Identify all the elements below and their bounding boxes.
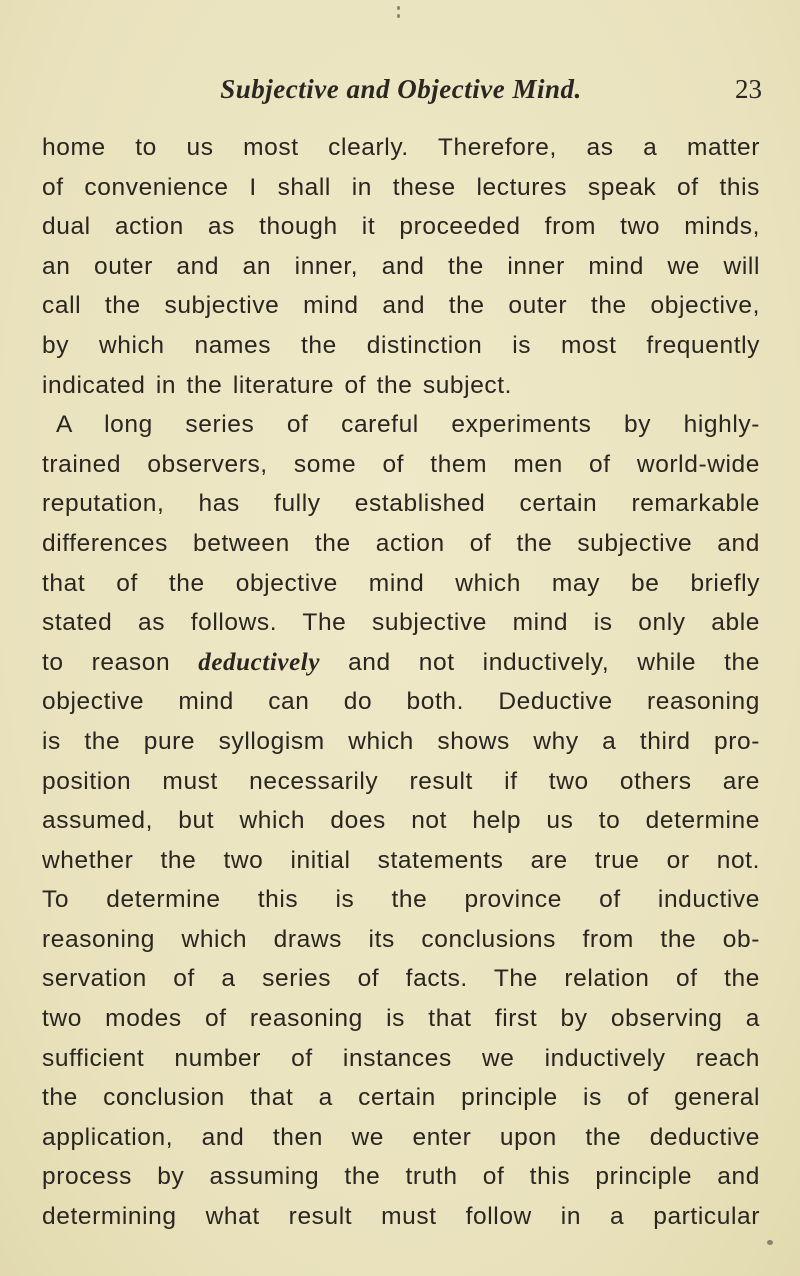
emphasized-word: deductively	[198, 648, 321, 676]
text-line: process by assuming the truth of this principle and	[42, 1163, 760, 1191]
text-line: dual action as though it proceeded from two minds,	[42, 213, 760, 241]
text-line: reasoning which draws its conclusions from the ob-	[42, 925, 760, 953]
text-line: assumed, but which does not help us to determine	[42, 807, 760, 835]
text-line: indicated in the literature of the subject.	[42, 371, 513, 399]
running-head	[40, 74, 762, 114]
text-line: that of the objective mind which may be briefly	[42, 569, 760, 597]
ink-speck	[397, 14, 400, 18]
text-line: by which names the distinction is most frequently	[42, 331, 760, 359]
ink-speck	[767, 1240, 773, 1245]
text-line: the conclusion that a certain principle is of general	[42, 1084, 760, 1112]
text-line: differences between the action of the subjective and	[42, 529, 760, 557]
text-line: application, and then we enter upon the deductive	[42, 1123, 760, 1151]
text-line: determining what result must follow in a particular	[42, 1203, 760, 1231]
text-line: position must necessarily result if two others are	[42, 767, 760, 795]
body-text	[42, 128, 760, 1237]
text-line: servation of a series of facts. The relation of the	[42, 965, 760, 993]
text-line: stated as follows. The subjective mind is only able	[42, 609, 760, 637]
text-line: sufficient number of instances we inductively reach	[42, 1044, 760, 1072]
ink-speck	[397, 6, 400, 10]
text-line	[42, 643, 760, 683]
text-line: of convenience I shall in these lectures speak of this	[42, 173, 760, 201]
running-title: Subjective and Objective Mind.	[220, 74, 582, 104]
text-line: whether the two initial statements are true or not.	[42, 846, 760, 874]
text-line: reputation, has fully established certain remarkable	[42, 490, 760, 518]
text-line: To determine this is the province of inductive	[42, 886, 760, 914]
text-segment: to reason	[42, 648, 199, 676]
text-segment: and not inductively, while the	[320, 648, 760, 676]
text-line: objective mind can do both. Deductive reasoning	[42, 688, 760, 716]
text-line: is the pure syllogism which shows why a third pro-	[42, 727, 760, 755]
text-line: call the subjective mind and the outer the objective,	[42, 292, 760, 320]
text-line: an outer and an inner, and the inner mind we will	[42, 252, 760, 280]
text-line: A long series of careful experiments by highly-	[56, 411, 760, 439]
page-number: 23	[735, 74, 762, 104]
text-line: two modes of reasoning is that first by observing a	[42, 1005, 760, 1033]
text-line: home to us most clearly. Therefore, as a matter	[42, 134, 760, 161]
text-line: trained observers, some of them men of world-wide	[42, 450, 760, 478]
